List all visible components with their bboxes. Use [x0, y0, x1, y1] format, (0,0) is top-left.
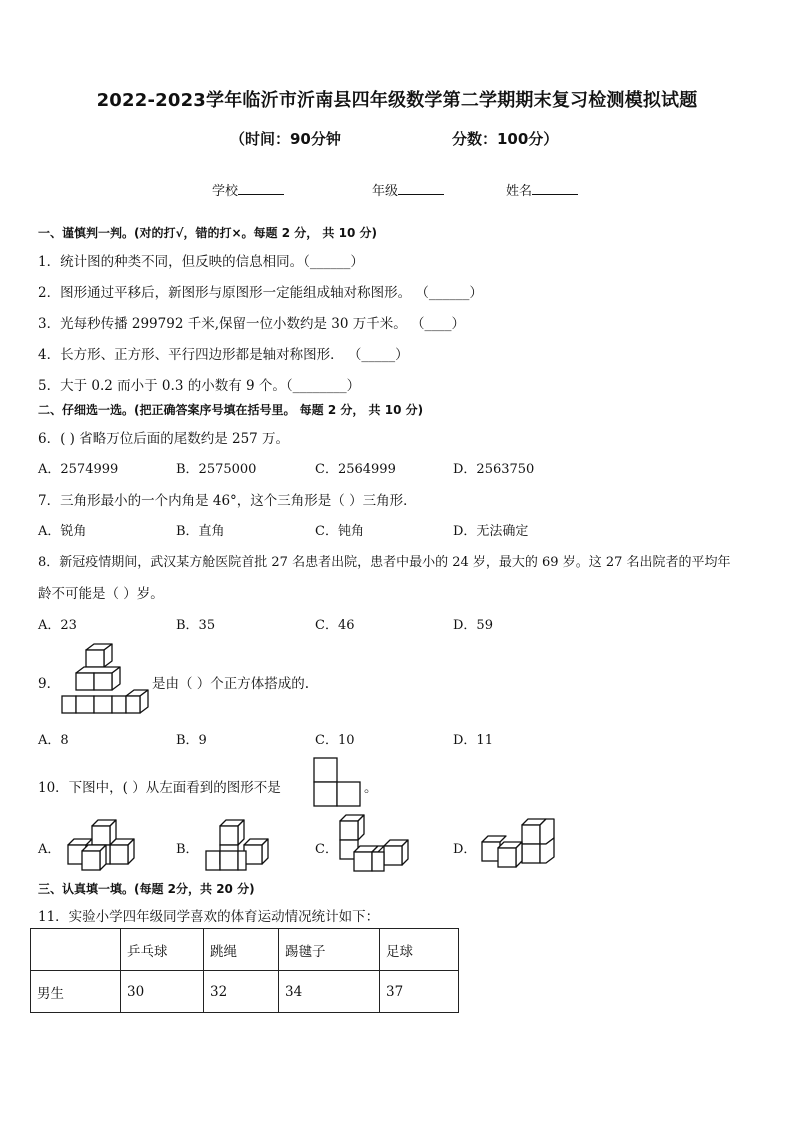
q10-option-a: A． [38, 842, 61, 857]
q6-option-c: C．2564999 [315, 462, 396, 477]
table-header-cell: 乒乓球 [121, 929, 204, 971]
q10-option-c-figure [340, 815, 414, 871]
grade-field [372, 180, 444, 199]
question-10: 10．下图中，( ）从左面看到的图形不是 [38, 780, 281, 796]
grade-label: 年级 [372, 184, 399, 199]
q9-option-b: B．9 [176, 733, 207, 748]
q7-option-a: A．锐角 [38, 524, 87, 539]
q8-option-a: A．23 [38, 618, 77, 633]
question-11: 11．实验小学四年级同学喜欢的体育运动情况统计如下： [38, 909, 380, 925]
sports-stats-table [30, 928, 459, 1013]
school-blank [238, 181, 284, 195]
table-row [31, 971, 459, 1013]
question-8-line1: 8．新冠疫情期间，武汉某方舱医院首批 27 名患者出院，患者中最小的 24 岁，最大的 69 岁。这 27 名出院者的平均年 [38, 555, 731, 570]
question-1: 1．统计图的种类不同，但反映的信息相同。（______） [38, 254, 364, 270]
q10-left-view-figure [313, 757, 363, 809]
question-9-text: 是由（ ）个正方体搭成的. [152, 676, 310, 692]
table-cell: 30 [121, 971, 204, 1013]
name-blank [532, 181, 578, 195]
q8-option-b: B．35 [176, 618, 216, 633]
question-6: 6．( ) 省略万位后面的尾数约是 257 万。 [38, 431, 290, 447]
question-5: 5．大于 0.2 而小于 0.3 的小数有 9 个。（________） [38, 378, 361, 394]
q10-option-b: B． [176, 842, 199, 857]
question-8-line2: 龄不可能是（ ）岁。 [38, 586, 164, 602]
exam-score: 分数：100分） [452, 130, 559, 148]
section2-heading: 二、仔细选一选。(把正确答案序号填在括号里。 每题 2 分， 共 10 分) [38, 403, 424, 417]
q9-option-c: C．10 [315, 733, 355, 748]
q10-option-d-figure [482, 815, 558, 871]
question-3: 3．光每秒传播 299792 千米,保留一位小数约是 30 万千米。 （____） [38, 316, 466, 332]
q6-option-b: B．2575000 [176, 462, 257, 477]
q7-option-b: B．直角 [176, 524, 225, 539]
q7-option-c: C．钝角 [315, 524, 364, 539]
q10-option-c: C． [315, 842, 338, 857]
question-9-number: 9． [38, 676, 61, 692]
school-label: 学校 [212, 184, 239, 199]
q9-option-a: A．8 [38, 733, 69, 748]
question-2: 2．图形通过平移后，新图形与原图形一定能组成轴对称图形。 （______） [38, 285, 483, 301]
table-cell: 男生 [31, 971, 121, 1013]
table-header-row [31, 929, 459, 971]
name-field [506, 180, 578, 199]
q10-option-d: D． [453, 842, 477, 857]
school-field [212, 180, 284, 199]
page-title: 2022-2023学年临沂市沂南县四年级数学第二学期期末复习检测模拟试题 [96, 90, 698, 111]
q7-option-d: D．无法确定 [453, 524, 529, 539]
table-header-cell: 足球 [380, 929, 459, 971]
q8-option-c: C．46 [315, 618, 355, 633]
table-header-cell: 跳绳 [204, 929, 279, 971]
exam-time: （时间：90分钟 [230, 130, 341, 148]
q9-cube-stack-figure [62, 642, 154, 714]
section3-heading: 三、认真填一填。(每题 2分，共 20 分) [38, 882, 255, 896]
q6-option-d: D．2563750 [453, 462, 535, 477]
q10-option-b-figure [206, 818, 278, 872]
q9-option-d: D．11 [453, 733, 493, 748]
name-label: 姓名 [506, 184, 533, 199]
q8-option-d: D．59 [453, 618, 493, 633]
table-header-cell [31, 929, 121, 971]
question-10-end: 。 [364, 780, 378, 796]
question-4: 4．长方形、正方形、平行四边形都是轴对称图形． （_____） [38, 347, 409, 363]
grade-blank [398, 181, 444, 195]
table-cell: 32 [204, 971, 279, 1013]
table-header-cell: 踢毽子 [279, 929, 380, 971]
question-7: 7．三角形最小的一个内角是 46°，这个三角形是（ ）三角形． [38, 493, 417, 509]
section1-heading: 一、谨慎判一判。(对的打√，错的打×。每题 2 分， 共 10 分) [38, 226, 377, 240]
q6-option-a: A．2574999 [38, 462, 119, 477]
table-cell: 37 [380, 971, 459, 1013]
table-cell: 34 [279, 971, 380, 1013]
q10-option-a-figure [68, 818, 140, 872]
